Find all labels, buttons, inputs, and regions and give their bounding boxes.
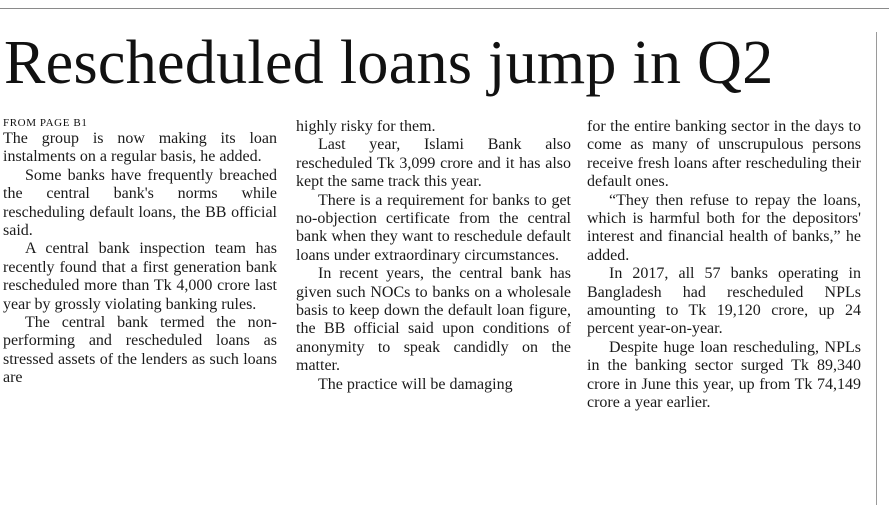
paragraph: The group is now making its loan instalments on a regular basis, he added. <box>3 130 277 166</box>
paragraph: A central bank inspection team has recently found that a first generation bank rescheduled more than Tk 4,000 crore last year by grossly violating banking rules. <box>3 240 277 313</box>
headline: Rescheduled loans jump in Q2 <box>4 29 774 97</box>
paragraph: “They then refuse to repay the loans, which is harmful both for the depositors' interest and financial health of banks,” he added. <box>587 191 861 264</box>
paragraph: Last year, Islami Bank also rescheduled Tk 3,099 crore and it has also kept the same track this year. <box>296 136 571 191</box>
jump-line: FROM PAGE B1 <box>3 117 88 129</box>
paragraph: The practice will be damaging <box>318 375 513 393</box>
paragraph: In recent years, the central bank has given such NOCs to banks on a wholesale basis to keep down the default loan figure, the BB official said upon conditions of anonymity to speak candidly on the matter. <box>296 265 571 375</box>
article-column-2 <box>296 116 571 394</box>
paragraph: for the entire banking sector in the days to come as many of unscrupulous persons receive fresh loans after rescheduling their default ones. <box>587 118 861 191</box>
paragraph: highly risky for them. <box>296 118 436 135</box>
paragraph: In 2017, all 57 banks operating in Bangladesh had rescheduled NPLs amounting to Tk 19,120 crore, up 24 percent year-on-year. <box>587 265 861 338</box>
article-column-1 <box>3 116 277 388</box>
paragraph: Some banks have frequently breached the central bank's norms while rescheduling default loans, the BB official said. <box>3 166 277 240</box>
paragraph: Despite huge loan rescheduling, NPLs in the banking sector surged Tk 89,340 crore in June this year, up from Tk 74,149 crore a year earlier. <box>587 338 861 412</box>
paragraph: There is a requirement for banks to get no-objection certificate from the central bank when they want to reschedule default loans under extraordinary circumstances. <box>296 191 571 264</box>
top-rule <box>0 8 889 9</box>
column-edge-rule <box>876 32 877 505</box>
article-column-3 <box>587 116 861 413</box>
paragraph: The central bank termed the non-performing and rescheduled loans as stressed assets of the lenders as such loans are <box>3 314 277 387</box>
